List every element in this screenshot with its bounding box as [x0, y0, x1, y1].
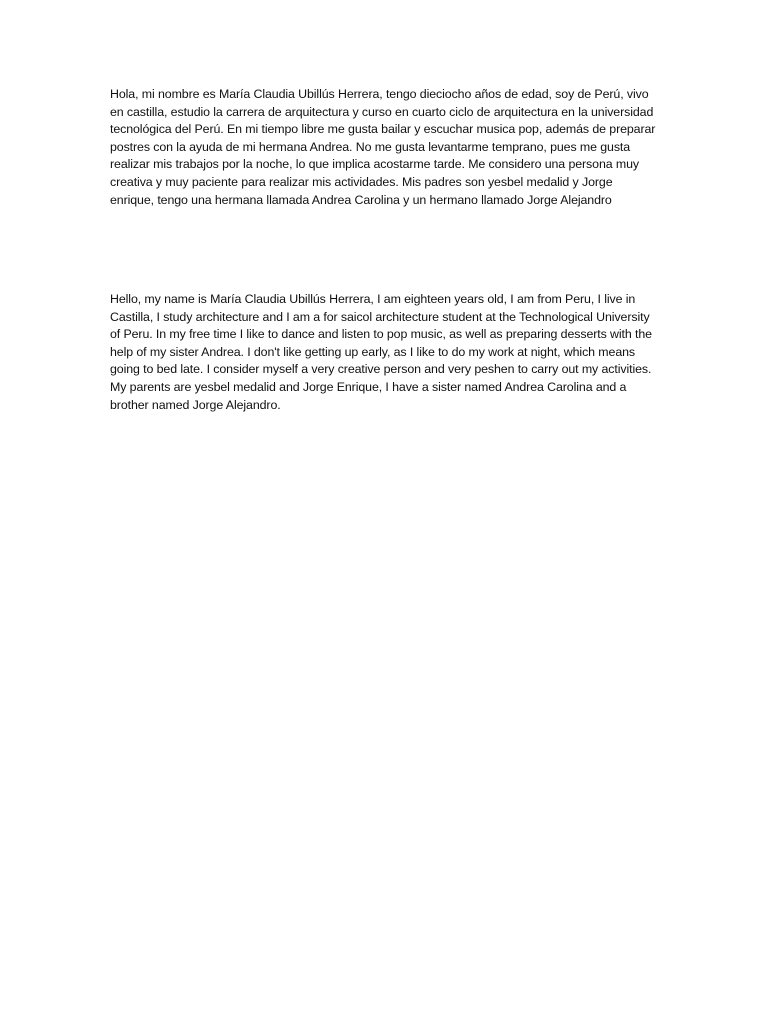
paragraph-english: Hello, my name is María Claudia Ubillús Herrera, I am eighteen years old, I am from Peru, I live in Castilla, I study architecture and I am a for saicol architecture student at the Technological University of Peru. In my free time I like to dance and listen to pop music, as well as preparing desserts with the help of my sister Andrea. I don't like getting up early, as I like to do my work at night, which means going to bed late. I consider myself a very creative person and very peshen to carry out my activities. My parents are yesbel medalid and Jorge Enrique, I have a sister named Andrea Carolina and a brother named Jorge Alejandro.: [110, 292, 652, 412]
paragraph-spanish: Hola, mi nombre es María Claudia Ubillús Herrera, tengo dieciocho años de edad, soy de Perú, vivo en castilla, estudio la carrera de arquitectura y curso en cuarto ciclo de arquitectura en la universidad tecnológica del Perú. En mi tiempo libre me gusta bailar y escuchar musica pop, además de preparar postres con la ayuda de mi hermana Andrea. No me gusta levantarme temprano, pues me gusta realizar mis trabajos por la noche, lo que implica acostarme tarde. Me considero una persona muy creativa y muy paciente para realizar mis actividades. Mis padres son yesbel medalid y Jorge enrique, tengo una hermana llamada Andrea Carolina y un hermano llamado Jorge Alejandro: [110, 87, 656, 207]
